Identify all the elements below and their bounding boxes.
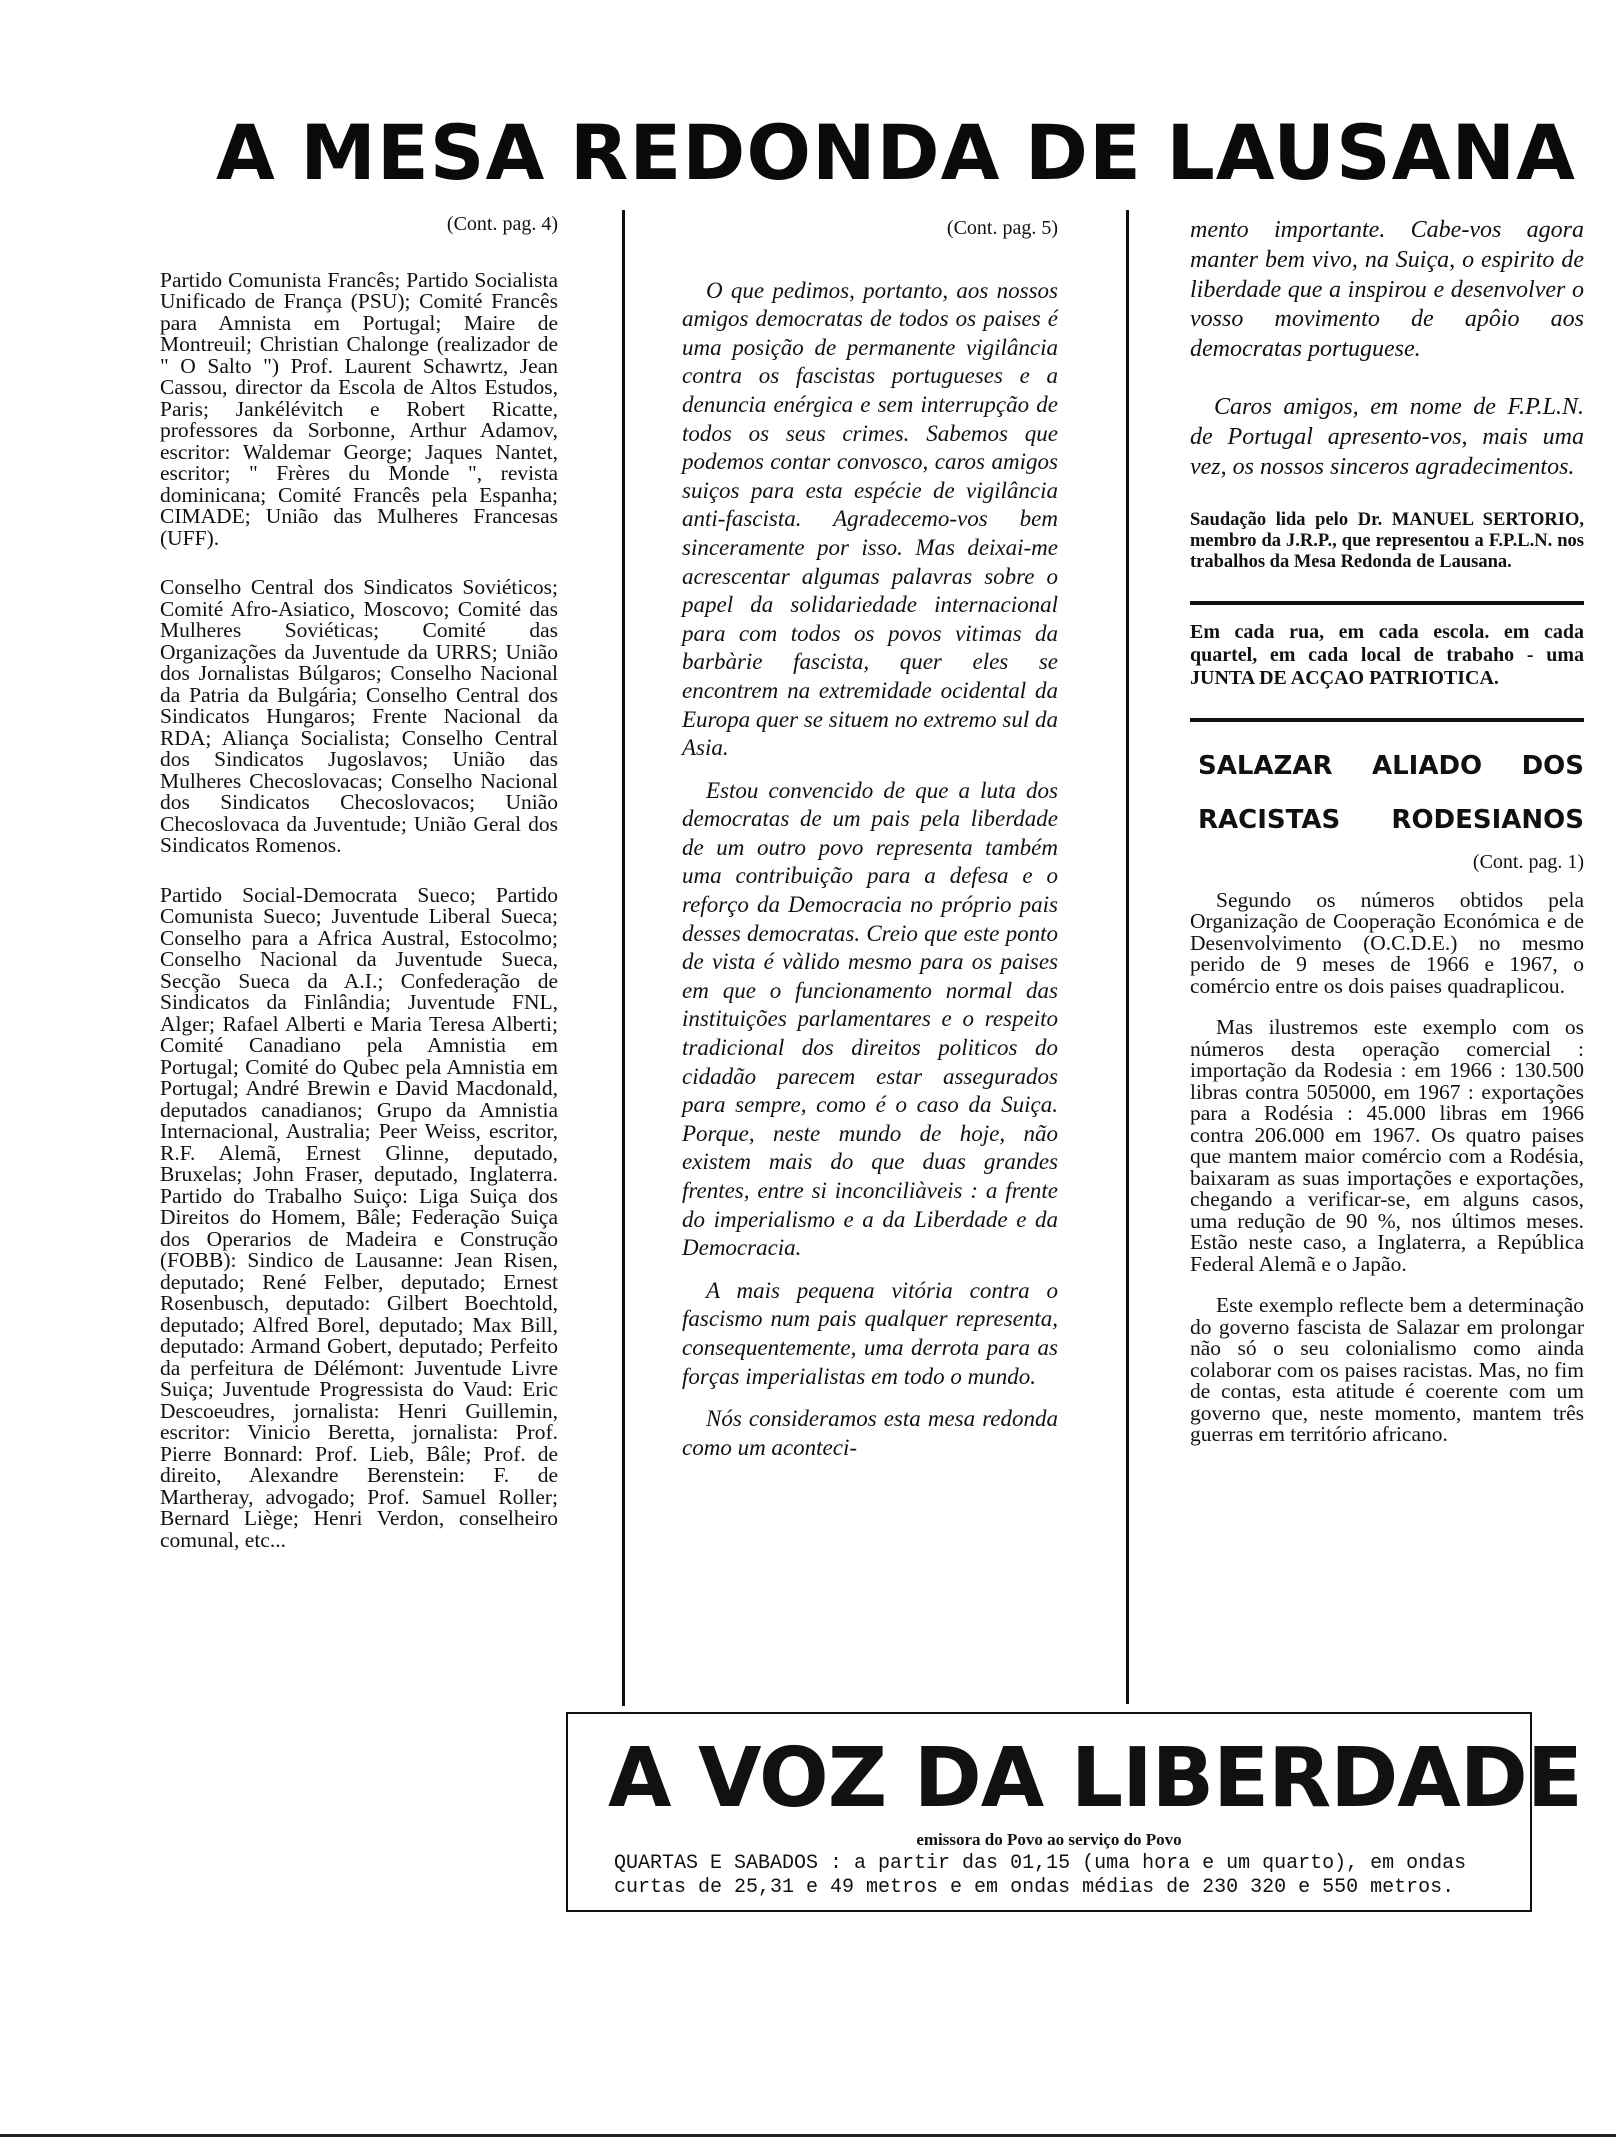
headline-word: MESA — [300, 107, 546, 197]
column-divider — [1126, 210, 1129, 1704]
speech-paragraph: Estou convencido de que a luta dos democratas de um pais pela liberdade de um outro povo representa também uma contribuição para a defesa e o reforço da Democracia no próprio pais desses democratas. Creio que este ponto de vista é vàlido mesmo para os paises em que o funcionamento normal das instituições parlamentares e o respeito tradicional dos direitos politicos do cidadão parecem estar assegurados para sempre, como é o caso da Suiça. Porque, neste mundo de hoje, não existem mais do que duas grandes frentes, entre si inconciliàveis : a frente do imperialismo e a da Liberdade e da Democracia. — [682, 777, 1058, 1261]
radio-station-tagline: emissora do Povo ao serviço do Povo — [916, 1830, 1182, 1849]
page-bottom-rule — [0, 2134, 1616, 2137]
broadcast-schedule: QUARTAS E SABADOS : a partir das 01,15 (uma hora e um quarto), em ondas curtas de 25,31 e 49 metros e em ondas médias de 230 320 e 550 metros. — [614, 1852, 1467, 1899]
headline-word: REDONDA — [569, 107, 1001, 197]
main-headline — [216, 106, 1576, 198]
radio-advert-banner — [566, 1712, 1582, 1912]
slogan-box: Em cada rua, em cada escola. em cada quartel, em cada local de trabaho - uma JUNTA DE ACÇAO PATRIOTICA. — [1190, 621, 1584, 690]
sub-headline-word: RODESIANOS — [1391, 805, 1584, 836]
speech-paragraph: Nós consideramos esta mesa redonda como um aconteci- — [682, 1406, 1058, 1460]
sub-headline — [1190, 744, 1584, 842]
article-paragraph: Mas ilustremos este exemplo com os números desta operação comercial : importação da Rodesia : em 1966 : 130.500 libras contra 505000, em 1967 : exportações para a Rodésia : 45.000 libras em 1966 contra 206.000 em 1967. Os quatro paises que mantem maior comércio com a Rodésia, baixaram as suas importações e exportações, chegando a verificar-se, em alguns casos, uma redução de 90 %, nos últimos meses. Estão neste caso, a Inglaterra, a República Federal Alemã e o Japão. — [1190, 1015, 1584, 1276]
continuation-note: (Cont. pag. 5) — [946, 217, 1058, 239]
sub-headline-word: ALIADO — [1371, 751, 1483, 782]
column-divider — [622, 210, 625, 1706]
speech-attribution: Saudação lida pelo Dr. MANUEL SERTORIO, membro da J.R.P., que representou a F.P.L.N. nos trabalhos da Mesa Redonda de Lausana. — [1190, 510, 1584, 573]
speech-paragraph: O que pedimos, portanto, aos nossos amigos democratas de todos os paises é uma posição de permanente vigilância contra os fascistas portugueses e a denuncia enérgica e sem interrupção de todos os seus crimes. Sabemos que podemos contar convosco, caros amigos suiços para esta espécie de vigilância anti-fascista. Agradecemo-vos bem sinceramente por isso. Mas deixai-me acrescentar algumas palavras sobre o papel da solidariedade internacional para com todos os povos vitimas da barbàrie fascista, quer eles se encontrem na extremidade ocidental da Europa quer se situem no extremo sul da Asia. — [682, 277, 1058, 761]
column-right — [1190, 216, 1584, 1466]
column-middle — [682, 214, 1058, 1476]
article-paragraph: Segundo os números obtidos pela Organização de Cooperação Económica e de Desenvolvimento (O.C.D.E.) no mesmo perido de 9 meses de 1966 e 1967, o comércio entre os dois paises quadraplicou. — [1190, 887, 1584, 998]
article-paragraph: Este exemplo reflecte bem a determinação do governo fascista de Salazar em prolongar não só o seu colonialismo como ainda colaborar com os paises racistas. Mas, no fim de contas, esta atitude é coerente com um governo que, neste momento, mantem três guerras em território africano. — [1190, 1293, 1584, 1447]
sub-headline-word: DOS — [1521, 751, 1584, 782]
sub-headline-word: RACISTAS — [1198, 805, 1341, 836]
radio-station-title: A VOZ DA LIBERDADE — [608, 1731, 1582, 1826]
supporters-paragraph: Partido Comunista Francês; Partido Socialista Unificado de França (PSU); Comité Francês para Amnista em Portugal; Maire de Montreuil; Christian Chalonge (realizador de " O Salto ") Prof. Laurent Schawrtz, Jean Cassou, director da Escola de Altos Estudos, Paris; Jankélévitch e Robert Ricatte, professores da Sorbonne, Arthur Adamov, escritor: Waldemar George; Jaques Nantet, escritor; " Frères du Monde ", revista dominicana; Comité Francês pela Espanha; CIMADE; União das Mulheres Francesas (UFF). — [160, 267, 558, 550]
continuation-note: (Cont. pag. 4) — [446, 213, 558, 235]
speech-closing-paragraph: Caros amigos, em nome de F.P.L.N. de Portugal apresento-vos, mais uma vez, os nossos sinceros agradecimentos. — [1190, 393, 1584, 480]
section-rule — [1190, 718, 1584, 722]
supporters-paragraph: Conselho Central dos Sindicatos Soviéticos; Comité Afro-Asiatico, Moscovo; Comité das Mulheres Soviéticas; Comité das Organizações da Juventude da URRS; União dos Jornalistas Búlgaros; Conselho Nacional da Patria da Bulgária; Conselho Central dos Sindicatos Hungaros; Frente Nacional da RDA; Aliança Socialista; Conselho Central dos Sindicatos Jugoslavos; União das Mulheres Checoslovacas; Conselho Nacional dos Sindicatos Checoslovacos; União Checoslovaca da Juventude; União Geral dos Sindicatos Romenos. — [160, 575, 558, 857]
headline-word: LAUSANA — [1166, 107, 1576, 197]
headline-word: DE — [1024, 107, 1142, 197]
supporters-paragraph: Partido Social-Democrata Sueco; Partido Comunista Sueco; Juventude Liberal Sueca; Conselho para a Africa Austral, Estocolmo; Conselho Nacional da Juventude Sueca, Secção Sueca da A.I.; Confederação de Sindicatos da Finlândia; Juventude FNL, Alger; Rafael Alberti e Maria Teresa Alberti; Comité Canadiano pela Amnistia em Portugal; Comité do Qubec pela Amnistia em Portugal; André Brewin e David Macdonald, deputados canadianos; Grupo da Amnistia Internacional, Australia; Peer Weiss, escritor, R.F. Alemã, Ernest Glinne, deputado, Bruxelas; John Fraser, deputado, Inglaterra. Partido do Trabalho Suiço: Liga Suiça dos Direitos do Homem, Bâle; Federação Suiça dos Operarios de Madeira e Construção (FOBB): Sindico de Lausanne: Jean Risen, deputado; René Felber, deputado; Ernest Rosenbusch, deputado: Gilbert Boechtold, deputado; Alfred Borel, deputado; Max Bill, deputado: Armand Gobert, deputado; Perfeito da perfeitura de Délémont: Juventude Livre Suiça; Juventude Progressista do Vaud: Eric Descoeudres, jornalista: Henri Guillemin, escritor: Vinicio Beretta, jornalista: Prof. Pierre Bonnard: Prof. Lieb, Bâle; Prof. de direito, Alexandre Berenstein: F. de Martheray, advogado; Prof. Samuel Roller; Bernard Liège; Henri Verdon, conselheiro comunal, etc... — [160, 882, 558, 1552]
speech-paragraph: A mais pequena vitória contra o fascismo num pais qualquer representa, consequentemente, uma derrota para as forças imperialistas em todo o mundo. — [682, 1277, 1058, 1389]
speech-closing-paragraph: mento importante. Cabe-vos agora manter bem vivo, na Suiça, o espirito de liberdade que a inspirou e desenvolver o vosso movimento de apôio aos democratas portuguese. — [1190, 217, 1584, 363]
column-left — [160, 214, 558, 1579]
section-rule — [1190, 601, 1584, 605]
continuation-note: (Cont. pag. 1) — [1472, 851, 1584, 874]
sub-headline-word: SALAZAR — [1198, 751, 1333, 782]
headline-word: A — [216, 107, 276, 197]
